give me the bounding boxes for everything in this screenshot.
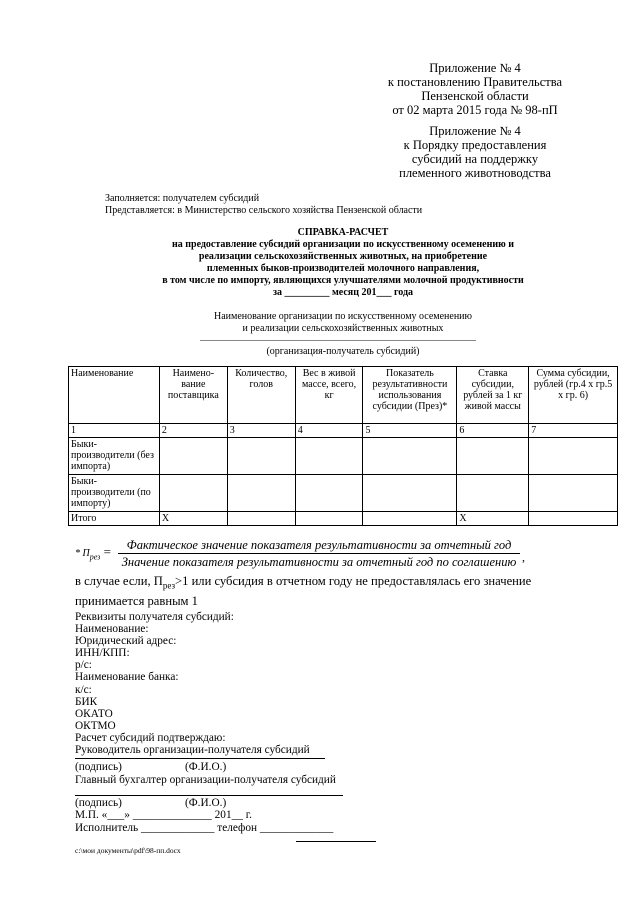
requisite-line: Расчет субсидий подтверждаю:: [75, 731, 226, 744]
condition-line2: принимается равным 1: [75, 593, 198, 608]
requisite-line: ОКАТО: [75, 707, 113, 720]
executor-line: Исполнитель _____________ телефон _____________: [75, 822, 334, 834]
table-total-row: [69, 512, 618, 526]
requisite-line: Юридический адрес:: [75, 635, 177, 648]
requisite-line: ОКТМО: [75, 719, 116, 732]
condition-text: [75, 574, 531, 609]
appendix-header-1: [370, 61, 580, 117]
title-line2: на предоставление субсидий организации по искусственному осеменению и: [171, 239, 514, 250]
requisite-line: к/с:: [75, 683, 92, 696]
fio-label-2: (Ф.И.О.): [185, 797, 227, 809]
formula-comma: ,: [522, 550, 525, 564]
table-header-row: [69, 367, 618, 424]
document-title: [68, 227, 618, 299]
table-cell: [529, 512, 618, 526]
appendix-1-line2: к постановлению Правительства: [387, 75, 563, 89]
col-number: 4: [295, 424, 363, 438]
table-cell: [363, 512, 457, 526]
mp-line: М.П. «___» ______________ 201__ г.: [75, 809, 252, 821]
org-name-caption: (организация-получатель субсидий): [266, 346, 420, 357]
requisite-line: р/с:: [75, 659, 92, 672]
table-row: [69, 438, 618, 475]
chief-accountant-label: Главный бухгалтер организации-получателя субсидий: [75, 774, 336, 786]
formula-prefix: * П: [75, 548, 90, 559]
header-rate: Ставка субсидии, рублей за 1 кг живой массы: [457, 367, 529, 424]
table-cell: [457, 475, 529, 512]
table-cell: [363, 438, 457, 475]
table-cell: [227, 438, 295, 475]
table-cell: Х: [159, 512, 227, 526]
table-cell: [295, 438, 363, 475]
col-number: 6: [457, 424, 529, 438]
condition-sub: рез: [162, 580, 176, 591]
condition-part1: в случае если, П: [75, 574, 163, 588]
formula-denominator: Значение показателя результативности за отчетный год по соглашению: [121, 555, 517, 569]
table-cell: [227, 475, 295, 512]
table-number-row: [69, 424, 618, 438]
subsidy-table: [68, 366, 618, 526]
appendix-1-line3: Пензенской области: [421, 89, 529, 103]
formula-sub: рез: [89, 552, 101, 562]
header-name: Наименование: [69, 367, 160, 424]
formula-fraction: [118, 537, 520, 570]
submit-note: Представляется: в Министерство сельского хозяйства Пензенской области: [105, 205, 423, 216]
requisite-line: БИК: [75, 695, 98, 708]
requisites-block: [75, 611, 310, 756]
org-name-line1: Наименование организации по искусственному осеменению: [213, 311, 472, 322]
footer-rule: [296, 841, 376, 842]
org-name-block: [68, 311, 618, 335]
header-quantity: Количество, голов: [227, 367, 295, 424]
table-cell: Х: [457, 512, 529, 526]
table-cell: [295, 475, 363, 512]
appendix-2-line2: к Порядку предоставления: [403, 138, 547, 152]
table-cell: [457, 438, 529, 475]
org-name-underline: [200, 340, 476, 341]
requisite-line: Реквизиты получателя субсидий:: [75, 611, 234, 623]
signature-line-1: [75, 758, 325, 759]
table-cell: [227, 512, 295, 526]
sign-label-1: (подпись): [75, 761, 122, 773]
appendix-2-line4: племенного животноводства: [399, 166, 551, 180]
requisite-line: ИНН/КПП:: [75, 647, 130, 660]
row-label: Итого: [69, 512, 160, 526]
org-name-line2: и реализации сельскохозяйственных животных: [242, 323, 444, 334]
header-amount: Сумма субсидии, рублей (гр.4 х гр.5 х гр. 6): [529, 367, 618, 424]
appendix-2-line1: Приложение № 4: [429, 124, 521, 138]
col-number: 2: [159, 424, 227, 438]
table-row: [69, 475, 618, 512]
col-number: 7: [529, 424, 618, 438]
title-line3: реализации сельскохозяйственных животных, на приобретение: [198, 251, 488, 262]
header-supplier: Наимено-вание поставщика: [159, 367, 227, 424]
formula-lhs: [75, 544, 111, 562]
table-cell: [295, 512, 363, 526]
title-line4: племенных быков-производителей молочного направления,: [206, 263, 480, 274]
title-line6: за _________ месяц 201___ года: [272, 287, 414, 298]
footer-file-path: c:\мои документы\pdf\98-пп.docx: [75, 846, 181, 855]
appendix-1-line4: от 02 марта 2015 года № 98-пП: [392, 103, 558, 117]
title-line5: в том числе по импорту, являющихся улучшателями молочной продуктивности: [162, 275, 524, 286]
col-number: 3: [227, 424, 295, 438]
table-cell: [159, 475, 227, 512]
fio-label-1: (Ф.И.О.): [185, 761, 227, 773]
condition-part2: >1 или субсидия в отчетном году не предоставлялась его значение: [175, 574, 532, 588]
table-cell: [363, 475, 457, 512]
signature-line-2: [75, 795, 343, 796]
col-number: 5: [363, 424, 457, 438]
table-cell: [529, 475, 618, 512]
header-weight: Вес в живой массе, всего, кг: [295, 367, 363, 424]
col-number: 1: [69, 424, 160, 438]
formula-numerator: Фактическое значение показателя результативности за отчетный год: [126, 538, 512, 552]
title-line1: СПРАВКА-РАСЧЕТ: [297, 227, 389, 238]
requisite-line: Наименование:: [75, 623, 149, 636]
fill-note: Заполняется: получателем субсидий: [105, 193, 260, 204]
table-cell: [159, 438, 227, 475]
appendix-2-line3: субсидий на поддержку: [411, 152, 539, 166]
row-label: Быки-производители (по импорту): [69, 475, 160, 512]
appendix-1-line1: Приложение № 4: [429, 61, 521, 75]
formula-eq: =: [103, 544, 111, 559]
requisite-line: Наименование банка:: [75, 671, 179, 684]
requisite-line: Руководитель организации-получателя субсидий: [75, 744, 310, 757]
row-label: Быки-производители (без импорта): [69, 438, 160, 475]
header-indicator: Показатель результативности использования субсидии (През)*: [363, 367, 457, 424]
appendix-header-2: [370, 124, 580, 180]
table-cell: [529, 438, 618, 475]
sign-label-2: (подпись): [75, 797, 122, 809]
